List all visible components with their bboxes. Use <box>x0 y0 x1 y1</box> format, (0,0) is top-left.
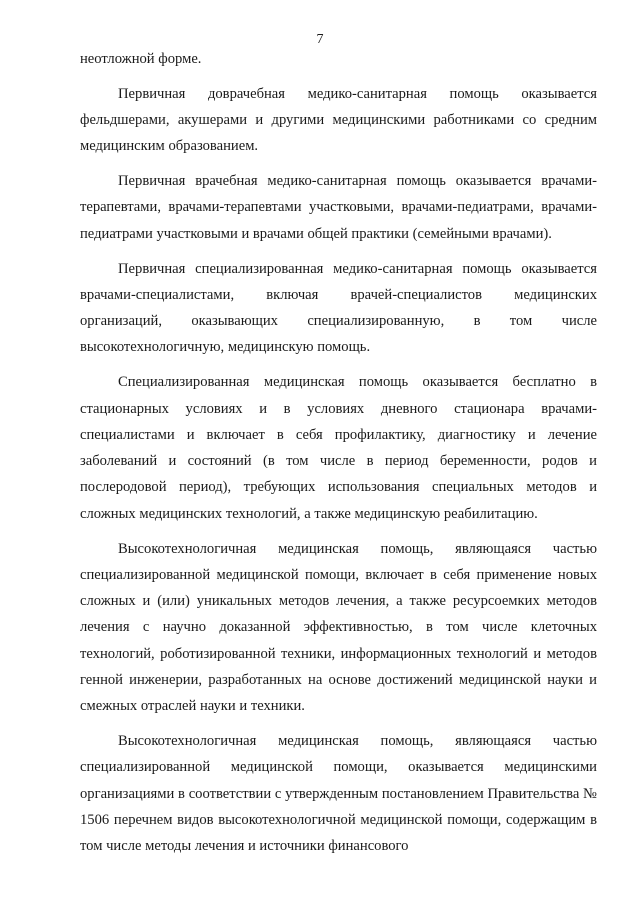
paragraph-continuation: неотложной форме. <box>80 51 202 67</box>
paragraph-high-tech-care-provision: Высокотехнологичная медицинская помощь, являющаяся частью специализированной медицинской помощи, оказывается медицинскими организациями в соответствии с утвержденным постановлением Правительства № 1506 перечнем видов высокотехнологичной медицинской помощи, содержащим в том числе методы лечения и источники финансового <box>80 733 597 855</box>
paragraph-primary-specialized-care: Первичная специализированная медико-санитарная помощь оказывается врачами-специалистами, включая врачей-специалистов медицинских организаций, оказывающих специализированную, в том числе высокотехнологичную, медицинскую помощь. <box>80 260 597 356</box>
paragraph-primary-prephysician-care: Первичная доврачебная медико-санитарная помощь оказывается фельдшерами, акушерами и другими медицинскими работниками со средним медицинским образованием. <box>80 85 597 155</box>
paragraph-specialized-care: Специализированная медицинская помощь оказывается бесплатно в стационарных условиях и в условиях дневного стационара врачами-специалистами и включает в себя профилактику, диагностику и лечение заболеваний и состояний (в том числе в период беременности, родов и послеродовой период), требующих использования специальных методов и сложных медицинских технологий, а также медицинскую реабилитацию. <box>80 374 597 522</box>
paragraph-primary-physician-care: Первичная врачебная медико-санитарная помощь оказывается врачами-терапевтами, врачами-терапевтами участковыми, врачами-педиатрами, врачами-педиатрами участковыми и врачами общей практики (семейными врачами). <box>80 173 597 242</box>
paragraph-high-tech-care: Высокотехнологичная медицинская помощь, являющаяся частью специализированной медицинской помощи, включает в себя применение новых сложных и (или) уникальных методов лечения, а также ресурсоемких методов лечения с научно доказанной эффективностью, в том числе клеточных технологий, роботизированной техники, информационных технологий и методов генной инженерии, разработанных на основе достижений медицинской науки и смежных отраслей науки и техники. <box>80 540 597 715</box>
page-number: 7 <box>316 32 324 47</box>
document-body <box>80 46 597 860</box>
